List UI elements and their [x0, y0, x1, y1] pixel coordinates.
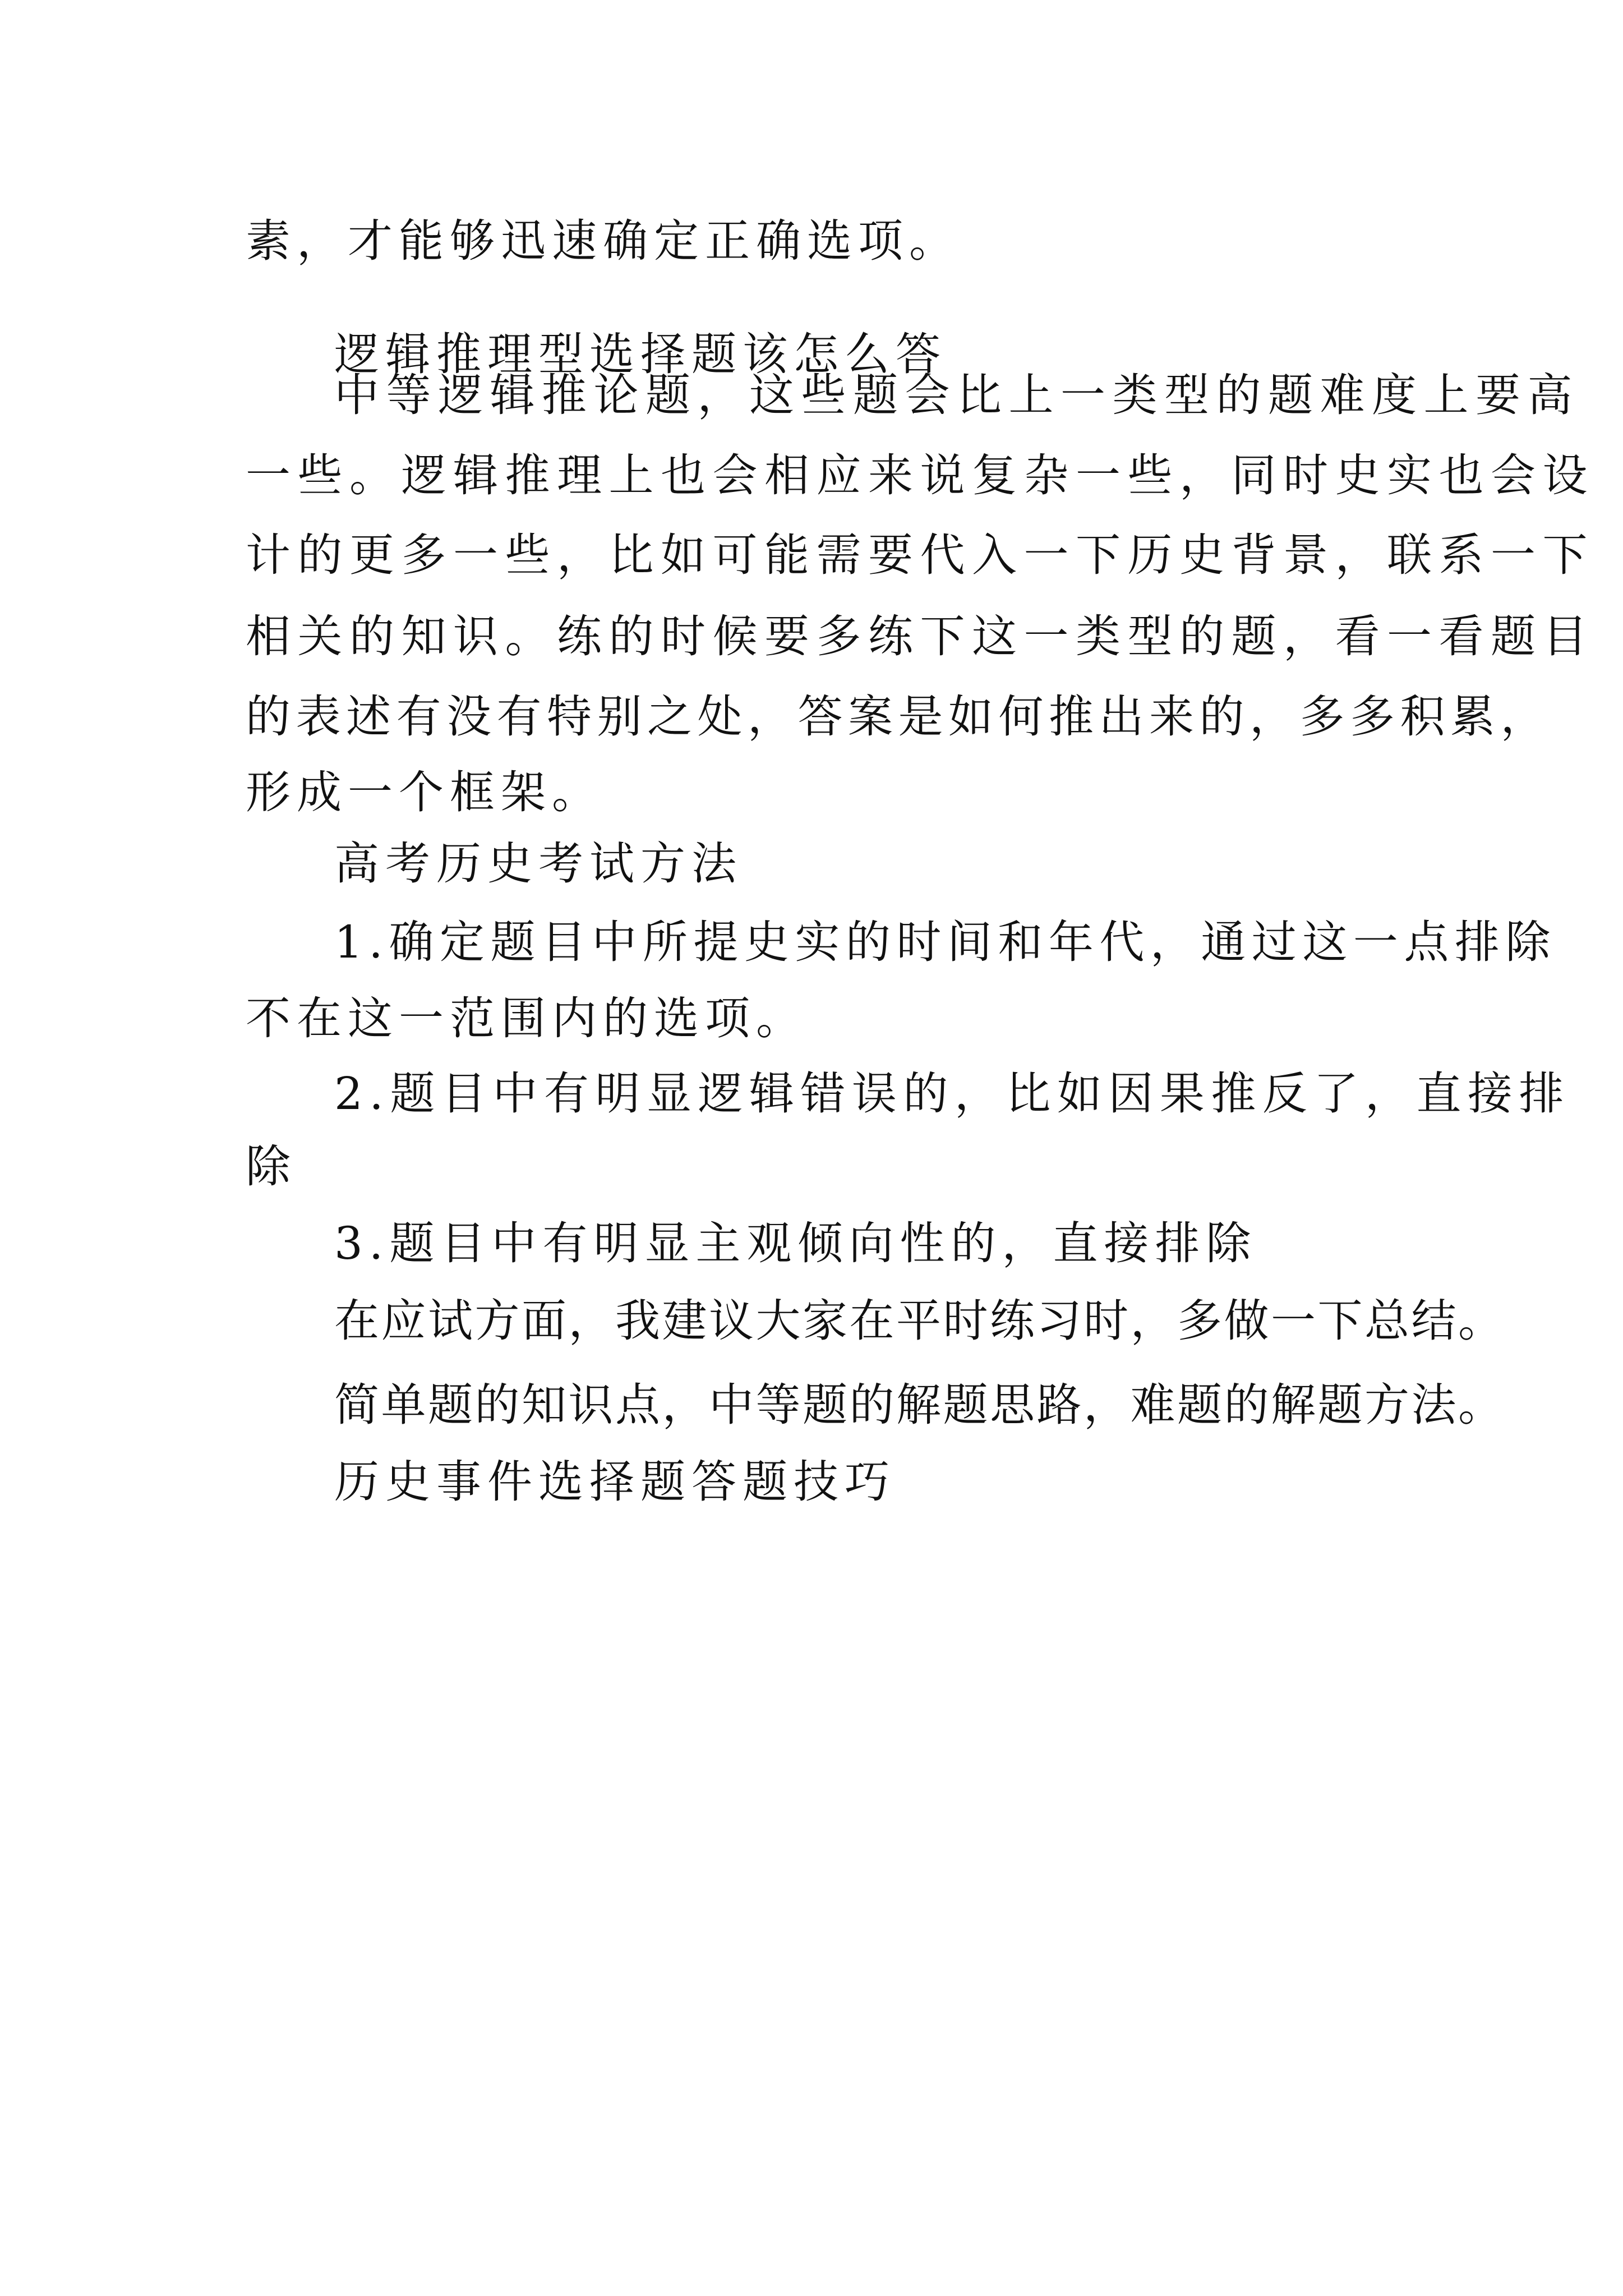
paragraph-line: 形成一个框架。 — [246, 766, 603, 818]
paragraph-line: 在应试方面，我建议大家在平时练习时，多做一下总结。 — [334, 1295, 1505, 1347]
paragraph-line: 的表述有没有特别之处，答案是如何推出来的，多多积累， — [246, 691, 1551, 743]
text-line-continuation: 素，才能够迅速确定正确选项。 — [246, 215, 960, 267]
list-item-1: 1.确定题目中所提史实的时间和年代，通过这一点排除 — [334, 916, 1556, 968]
list-item-3: 3.题目中有明显主观倾向性的，直接排除 — [334, 1217, 1257, 1269]
paragraph-line: 计的更多一些，比如可能需要代入一下历史背景，联系一下 — [246, 529, 1594, 581]
paragraph-line: 相关的知识。练的时候要多练下这一类型的题，看一看题目 — [246, 610, 1594, 662]
paragraph-line: 中等逻辑推论题，这些题会比上一类型的题难度上要高 — [334, 369, 1579, 421]
list-item-2: 2.题目中有明显逻辑错误的，比如因果推反了，直接排 — [334, 1068, 1570, 1120]
list-item-2-continuation: 除 — [246, 1140, 297, 1193]
paragraph-line: 一些。逻辑推理上也会相应来说复杂一些，同时史实也会设 — [246, 449, 1594, 501]
section-heading-event-questions: 历史事件选择题答题技巧 — [334, 1456, 896, 1508]
section-heading-exam-methods: 高考历史考试方法 — [334, 838, 743, 890]
paragraph-line: 简单题的知识点，中等题的解题思路，难题的解题方法。 — [334, 1379, 1505, 1431]
list-item-1-continuation: 不在这一范围内的选项。 — [246, 992, 807, 1045]
section-heading-logic-questions: 逻辑推理型选择题该怎么答 — [334, 328, 947, 380]
